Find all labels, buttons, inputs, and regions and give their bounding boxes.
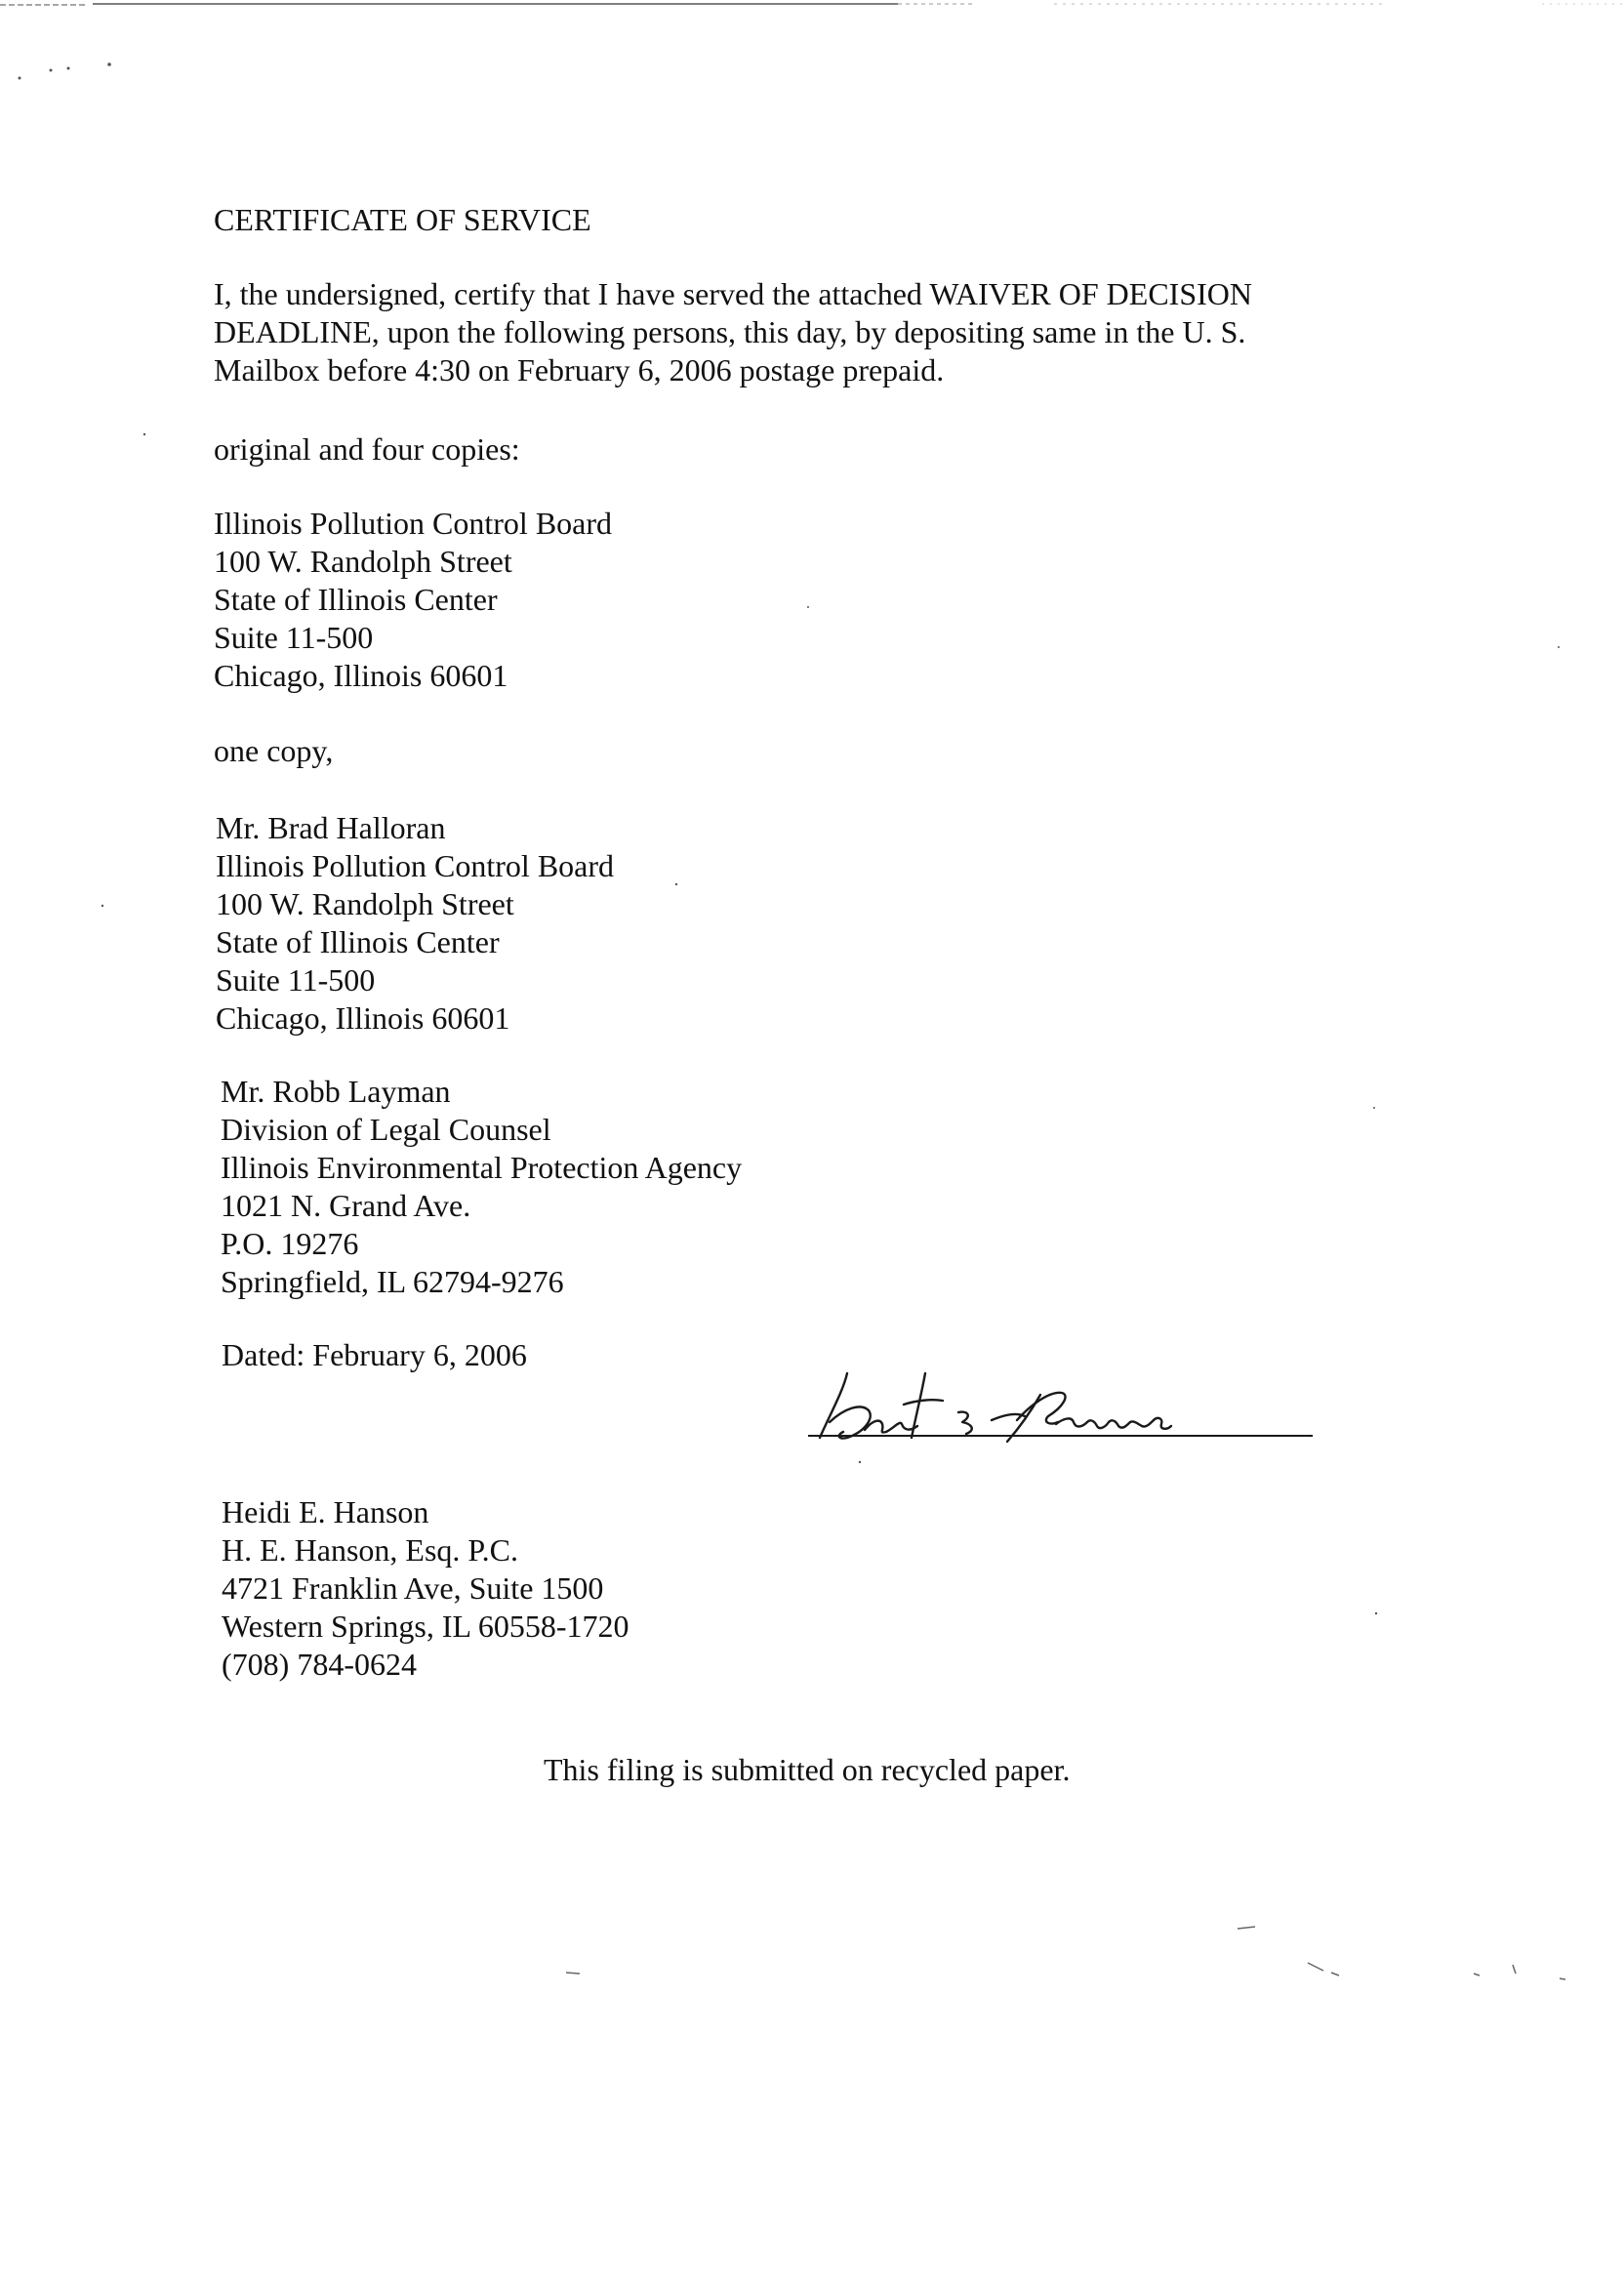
one-copy-heading: one copy, xyxy=(214,733,334,768)
address-line: Suite 11-500 xyxy=(214,620,374,655)
statement-line: Mailbox before 4:30 on February 6, 2006 postage prepaid. xyxy=(214,352,945,387)
dated-line: Dated: February 6, 2006 xyxy=(222,1337,527,1372)
handwritten-signature xyxy=(800,1362,1318,1449)
certification-statement xyxy=(214,275,1252,389)
address-line: Chicago, Illinois 60601 xyxy=(216,1000,510,1036)
recycled-paper-note: This filing is submitted on recycled paper. xyxy=(544,1752,1071,1787)
address-line: 1021 N. Grand Ave. xyxy=(221,1188,471,1223)
signer-firm: H. E. Hanson, Esq. P.C. xyxy=(222,1532,519,1568)
recipient-robb-layman xyxy=(221,1073,742,1301)
address-line: Springfield, IL 62794-9276 xyxy=(221,1264,564,1299)
address-line: State of Illinois Center xyxy=(216,924,500,959)
signer-block xyxy=(222,1493,629,1684)
address-line: Chicago, Illinois 60601 xyxy=(214,658,508,693)
statement-line: I, the undersigned, certify that I have served the attached WAIVER OF DECISION xyxy=(214,276,1252,311)
address-line: Illinois Environmental Protection Agency xyxy=(221,1150,743,1185)
address-line: Illinois Pollution Control Board xyxy=(214,506,613,541)
address-line: P.O. 19276 xyxy=(221,1226,359,1261)
address-line: Division of Legal Counsel xyxy=(221,1112,551,1147)
original-copies-heading: original and four copies: xyxy=(214,431,520,467)
address-line: Illinois Pollution Control Board xyxy=(216,848,615,883)
scan-edge-marks xyxy=(0,0,1624,10)
recipient-pollution-control-board xyxy=(214,505,612,695)
address-line: State of Illinois Center xyxy=(214,582,498,617)
address-line: Mr. Robb Layman xyxy=(221,1074,451,1109)
address-line: 100 W. Randolph Street xyxy=(216,886,514,921)
certificate-title: CERTIFICATE OF SERVICE xyxy=(214,202,591,237)
address-line: Suite 11-500 xyxy=(216,962,376,998)
signer-street: 4721 Franklin Ave, Suite 1500 xyxy=(222,1570,604,1606)
signer-city: Western Springs, IL 60558-1720 xyxy=(222,1609,629,1644)
signer-phone: (708) 784-0624 xyxy=(222,1647,417,1682)
signer-name: Heidi E. Hanson xyxy=(222,1494,429,1529)
address-line: Mr. Brad Halloran xyxy=(216,810,446,845)
recipient-brad-halloran xyxy=(216,809,614,1038)
address-line: 100 W. Randolph Street xyxy=(214,544,512,579)
statement-line: DEADLINE, upon the following persons, this day, by depositing same in the U. S. xyxy=(214,314,1246,349)
